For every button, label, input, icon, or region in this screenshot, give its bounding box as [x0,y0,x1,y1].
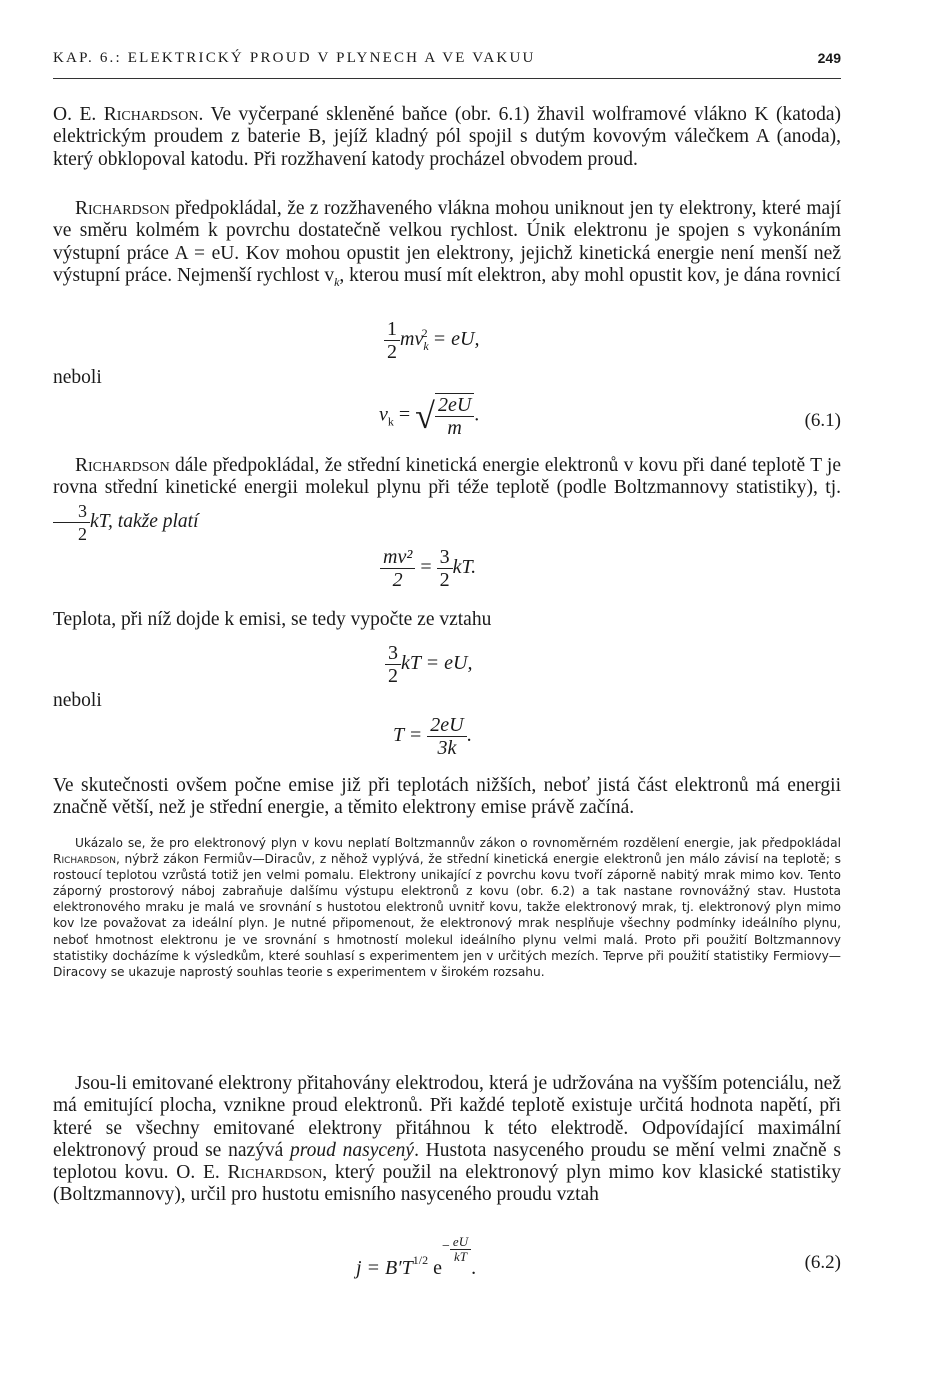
subscript: k [334,274,340,289]
author-name: O. E. Richardson [53,104,199,125]
paragraph-emission-start: Ve skutečnosti ovšem počne emise již při teplotách nižších, neboť jistá část elektronů má energii značně větší, než je střední energie, a těmito elektrony emise právě začíná. [53,775,841,819]
paragraph-escape-condition [53,198,841,293]
equation-temperature-energy: $\frac{3}{2}$ kT = eU, [385,642,472,687]
paragraph-text: . Ve vyčerpané skleněné baňce (obr. 6.1) žhavil wolframové vlákno K (katoda) elektrickým proudem z baterie B, jejíž kladný pól spojil s dutým kovovým válečkem A (anoda), který obklopoval katodu. Při rozžhavení katody procházel obvodem proud. [53,104,841,170]
word-neboli: neboli [53,367,102,388]
paragraph-richardson-experiment [53,104,841,171]
fraction: $\frac{1}{2}$ [384,318,400,363]
page-number: 249 [817,50,841,66]
paragraph-text: předpokládal, že z rozžhaveného vlákna mohou uniknout jen ty elektrony, které mají ve směru kolmém k povrchu dostatečně velkou rychlost. Únik elektronu je spojen s vykonáním výstupní práce A = eU. Kov mohou opustit jen elektrony, jejichž kinetická energie není menší než výstupní práce. Nejmenší rychlost v [53,198,841,286]
fraction: $\frac{2eU}{3k}$ [427,714,466,759]
equation-rhs: = eU, [427,328,480,351]
term-saturation-current: proud nasycený [290,1139,415,1161]
equation-number: (6.1) [804,410,841,431]
fraction: $\frac{2eU}{m}$ [435,393,474,439]
paragraph-boltzmann-assumption [53,455,841,545]
word-neboli: neboli [53,690,102,711]
paragraph-text-after: kT, takže platí [90,510,199,532]
equation-6-1: $v_k$ = √ $\frac{2eU}{m}$ . [379,394,480,439]
paragraph-text-tail: , kterou musí mít elektron, aby mohl opustit kov, je dána rovnicí [339,264,841,286]
fraction: $\frac{3}{2}$ [53,500,90,545]
author-name: Richardson [53,852,117,867]
equation-energy-equality: $\frac{\text{mv²}}{2}$ = $\frac{3}{2}$ kT. [380,546,476,591]
author-name: Richardson [75,455,170,476]
running-header [53,50,841,79]
running-head-title: KAP. 6.: ELEKTRICKÝ PROUD V PLYNECH A VE VAKUU [53,50,536,66]
author-name: Richardson [75,198,170,219]
square-root-sign: √ [415,396,435,436]
footnote-fermi-dirac: Ukázalo se, že pro elektronový plyn v kovu neplatí Boltzmannův zákon o rovnoměrném rozdělení energie, jak předpokládal Richardson, nýbrž zákon Fermiův—Diracův, z něhož vyplývá, že střední kinetická energie elektronů jen málo závisí na teplotě; s rostoucí teplotou vzrůstá totiž jen velmi pomalu. Elektrony unikající z povrchu kovu tvoří záporně nabitý mrak mimo kov. Tento záporný prostorový náboj zabraňuje dalšímu výstupu elektronů z kovu (obr. 6.2) a tak nastane rovnovážný stav. Hustota elektronového mraku je malá ve srovnání s hustotou elektronů uvnitř kovu, takže elektronový mrak, tj. elektronový plyn mimo kov lze považovat za ideální plyn. Je nutné připomenout, že elektronový mrak nesplňuje všechny podmínky ideálního plynu, neboť hmotnost elektronu je ve srovnání s hmotností molekul ideálního plynu velmi malá. Proto při použití Boltzmannovy statistiky docházíme k výsledkům, které souhlasí s experimentem jen v určitých mezích. Teprve při použití statistiky Fermiovy—Diracovy se ukazuje naprostý souhlas teorie s experimentem v širokém rozsahu. [53,836,841,979]
fraction: $\frac{\text{mv²}}{2}$ [380,546,415,591]
exponent-fraction: $\frac{eU}{kT}$ [450,1235,471,1264]
equation-6-2: $j = B'T^{1/2}$ e− $\frac{eU}{kT}$ . [356,1234,477,1279]
fraction: $\frac{3}{2}$ [437,546,453,591]
author-name: Richardson [227,1162,323,1184]
equation-kinetic-energy: $\frac{1}{2}$ $mv_k^2$ = eU, [384,318,479,363]
paragraph-temperature: Teplota, při níž dojde k emisi, se tedy vypočte ze vztahu [53,609,492,630]
equation-temperature: T = $\frac{2eU}{3k}$ . [393,714,472,759]
equation-term: mv [400,328,424,351]
paragraph-text: dále předpokládal, že střední kinetická energie elektronů v kovu při dané teplotě T je rovna střední kinetické energii molekul plynu při téže teplotě (podle Boltzmannovy statistiky), tj. [53,455,841,499]
equation-number: (6.2) [804,1252,841,1273]
fraction: $\frac{3}{2}$ [385,642,401,687]
paragraph-saturation-current: Jsou-li emitované elektrony přitahovány elektrodou, která je udržována na vyšším potenciálu, než má emitující plocha, vznikne proud elektronů. Při každé teplotě existuje určitá hodnota napětí, při které se všechny emitované elektrony přitáhnou k této elektrodě. Odpovídající maximální elektronový proud se nazývá proud nasycený. Hustota nasyceného proudu se mění velmi značně s teplotou kovu. O. E. Richardson, který použil na elektronový plyn mimo kov klasické statistiky (Boltzmannovy), určil pro hustotu emisního nasyceného proudu vztah [53,1073,842,1206]
